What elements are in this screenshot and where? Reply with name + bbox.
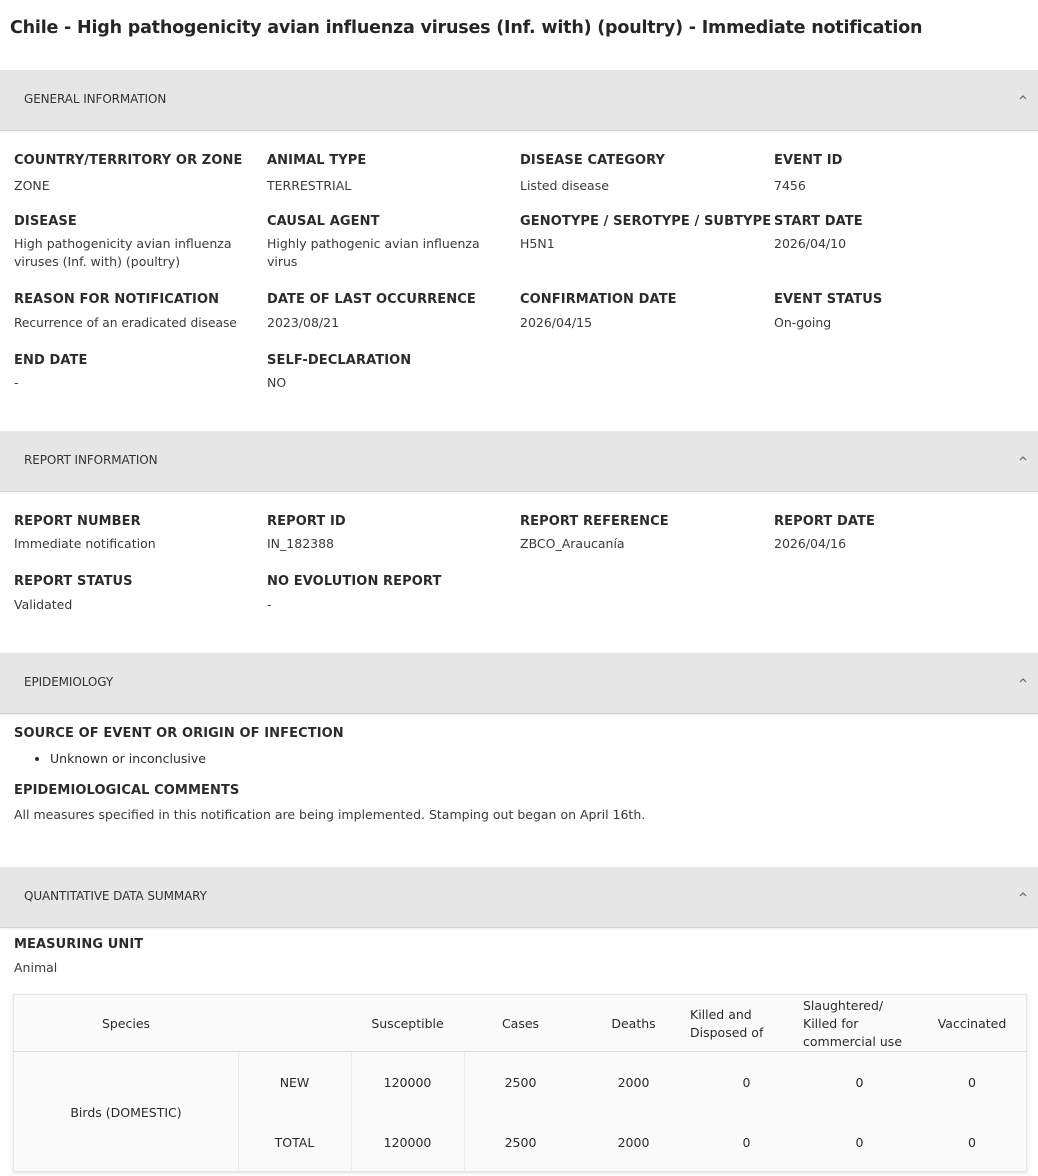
field-report-date: REPORT DATE 2026/04/16 — [774, 514, 875, 551]
chevron-up-icon[interactable] — [1016, 673, 1030, 687]
header-species: Species — [101, 1015, 151, 1031]
cell-cases: 2500 — [504, 1074, 537, 1090]
field-report-id: REPORT ID IN_182388 — [267, 514, 346, 551]
cell-deaths: 2000 — [617, 1074, 650, 1090]
section-header-label: REPORT INFORMATION — [24, 453, 158, 467]
field-causal-agent: CAUSAL AGENT Highly pathogenic avian influenza virus — [267, 214, 480, 269]
section-header-label: GENERAL INFORMATION — [24, 92, 167, 106]
field-disease-category: DISEASE CATEGORY Listed disease — [520, 153, 666, 193]
species-cell: Birds (DOMESTIC) — [70, 1104, 182, 1120]
section-header-label: QUANTITATIVE DATA SUMMARY — [24, 889, 207, 903]
field-genotype: GENOTYPE / SEROTYPE / SUBTYPE H5N1 — [520, 214, 772, 251]
source-list — [34, 751, 206, 766]
field-confirmation-date: CONFIRMATION DATE 2026/04/15 — [520, 292, 677, 330]
cell-vaccinated: 0 — [968, 1074, 976, 1090]
header-vaccinated: Vaccinated — [937, 1015, 1007, 1031]
cell-cases: 2500 — [504, 1134, 537, 1150]
header-killed: Killed and Disposed of — [690, 1006, 764, 1040]
field-animal-type: ANIMAL TYPE TERRESTRIAL — [267, 153, 367, 193]
cell-deaths: 2000 — [617, 1134, 650, 1150]
chevron-up-icon[interactable] — [1016, 90, 1030, 104]
header-susceptible: Susceptible — [371, 1015, 444, 1031]
cell-slaughtered: 0 — [855, 1074, 864, 1090]
section-header-label: EPIDEMIOLOGY — [24, 675, 114, 689]
field-event-id: EVENT ID 7456 — [774, 153, 843, 193]
section-header-report[interactable] — [0, 431, 1038, 492]
cell-slaughtered: 0 — [855, 1134, 864, 1150]
field-last-occurrence: DATE OF LAST OCCURRENCE 2023/08/21 — [267, 292, 476, 330]
cell-susceptible: 120000 — [383, 1074, 432, 1090]
field-report-reference: REPORT REFERENCE ZBCO_Araucanía — [520, 514, 669, 551]
field-country: COUNTRY/TERRITORY OR ZONE ZONE — [14, 153, 243, 193]
field-self-declaration: SELF-DECLARATION NO — [267, 353, 412, 390]
field-measuring-unit: MEASURING UNIT Animal — [14, 937, 144, 975]
field-report-status: REPORT STATUS Validated — [14, 574, 133, 612]
header-cases: Cases — [501, 1015, 540, 1031]
list-item: • Unknown or inconclusive — [50, 751, 206, 766]
header-deaths: Deaths — [611, 1015, 656, 1031]
field-source-of-event: SOURCE OF EVENT OR ORIGIN OF INFECTION — [14, 726, 344, 741]
section-header-general[interactable] — [0, 70, 1038, 131]
chevron-up-icon[interactable] — [1016, 451, 1030, 465]
field-event-status: EVENT STATUS On-going — [774, 292, 883, 330]
section-header-quantitative[interactable] — [0, 867, 1038, 928]
field-reason: REASON FOR NOTIFICATION Recurrence of an eradicated disease — [14, 292, 237, 330]
cell-killed: 0 — [742, 1074, 751, 1090]
cell-killed: 0 — [742, 1134, 751, 1150]
section-header-epidemiology[interactable] — [0, 653, 1038, 714]
page-title: Chile - High pathogenicity avian influenza viruses (Inf. with) (poultry) - Immediate notification — [10, 18, 923, 38]
table-row-type: NEW — [279, 1074, 310, 1090]
quantitative-table — [13, 994, 1027, 1172]
chevron-up-icon[interactable] — [1016, 887, 1030, 901]
field-end-date: END DATE - — [14, 353, 88, 390]
table-header — [14, 995, 1026, 1052]
field-no-evolution: NO EVOLUTION REPORT - — [267, 574, 442, 612]
field-disease: DISEASE High pathogenicity avian influenza viruses (Inf. with) (poultry) — [14, 214, 232, 269]
field-report-number: REPORT NUMBER Immediate notification — [14, 514, 156, 551]
epi-comments-value: All measures specified in this notification are being implemented. Stamping out began on April 16th. — [14, 807, 646, 822]
cell-vaccinated: 0 — [968, 1134, 976, 1150]
table-row-type: TOTAL — [274, 1134, 315, 1150]
header-slaughtered: Slaughtered/ Killed for commercial use — [803, 997, 903, 1049]
field-epi-comments: EPIDEMIOLOGICAL COMMENTS — [14, 783, 240, 798]
cell-susceptible: 120000 — [383, 1134, 432, 1150]
field-start-date: START DATE 2026/04/10 — [774, 214, 863, 251]
